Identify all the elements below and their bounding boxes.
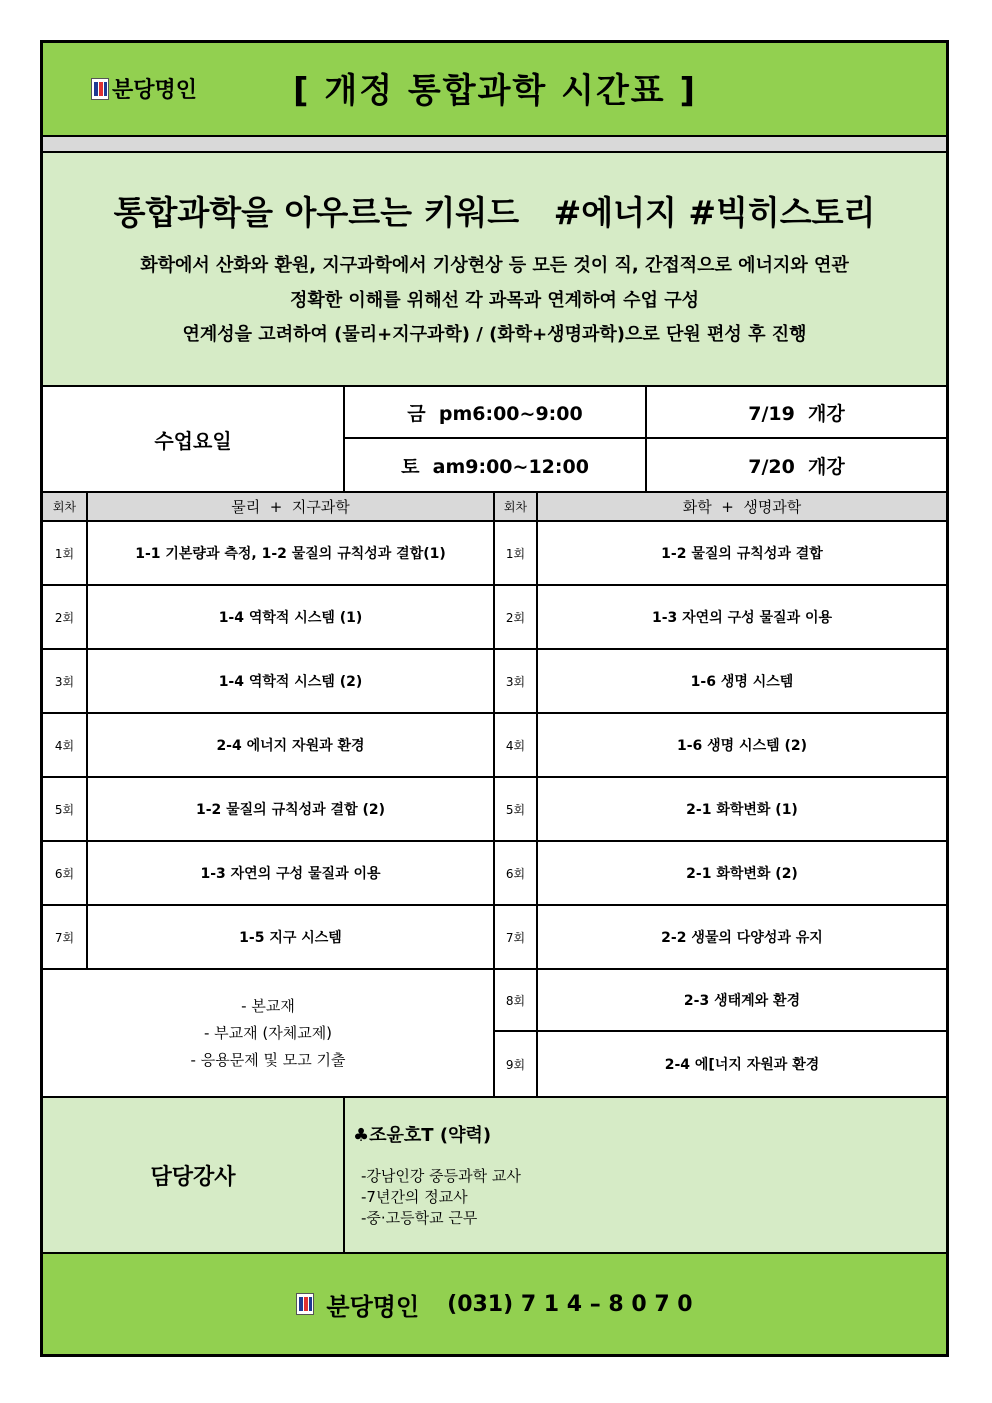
right-row-7-topic: 2-2 생물의 다양성과 유지	[661, 930, 823, 946]
material-item-2: - 부교재 (자체교제)	[203, 1023, 333, 1042]
left-row-5-topic: 1-2 물질의 규칙성과 결합 (2)	[195, 802, 386, 818]
intro-section	[43, 153, 946, 385]
teacher-bio-line-1: -강남인강 중등과학 교사	[361, 1167, 521, 1185]
class-slot-1-time: 금 pm6:00~9:00	[407, 402, 583, 425]
right-row-9-session: 9회	[505, 1057, 526, 1072]
header-brand	[91, 73, 197, 104]
right-row-8-session: 8회	[505, 993, 526, 1008]
left-row-3-topic: 1-4 역학적 시스템 (2)	[218, 674, 363, 690]
footer-contact	[43, 1254, 946, 1354]
intro-headline: 통합과학을 아우르는 키워드 #에너지 #빅히스토리	[113, 193, 876, 232]
right-row-2-topic: 1-3 자연의 구성 물질과 이용	[651, 610, 833, 626]
class-slot-2-start: 7/20 개강	[748, 455, 845, 478]
footer-phone: (031) 7 1 4 – 8 0 7 0	[447, 1291, 693, 1317]
left-session-header: 회차	[52, 500, 77, 514]
right-row-2-session: 2회	[505, 610, 526, 625]
right-row-6-session: 6회	[505, 866, 526, 881]
left-row-4-topic: 2-4 에너지 자원과 환경	[216, 738, 365, 754]
left-row-1-session: 1회	[54, 546, 75, 561]
teacher-bio-line-3: -중·고등학교 근무	[361, 1209, 478, 1227]
intro-line-1: 화학에서 산화와 환원, 지구과학에서 기상현상 등 모든 것이 직, 간접적으로 에너지와 연관	[140, 255, 849, 276]
teacher-label: 담당강사	[150, 1164, 236, 1190]
header-spacer	[43, 137, 946, 151]
brand-logo-icon	[91, 78, 109, 100]
footer-logo-icon	[296, 1293, 314, 1315]
intro-line-2: 정확한 이해를 위해선 각 과목과 연계하여 수업 구성	[289, 290, 699, 311]
timetable-sheet	[40, 40, 949, 1357]
right-row-4-topic: 1-6 생명 시스템 (2)	[676, 738, 808, 754]
brand-name: 분당명인	[112, 78, 198, 103]
intro-line-3: 연계성을 고려하여 (물리+지구과학) / (화학+생명과학)으로 단원 편성 후 진행	[182, 324, 807, 345]
right-row-5-topic: 2-1 화학변화 (1)	[686, 802, 798, 818]
right-row-3-session: 3회	[505, 674, 526, 689]
header-bar	[43, 43, 946, 135]
left-row-7-session: 7회	[54, 930, 75, 945]
right-row-9-topic: 2-4 에[너지 자원과 환경	[664, 1057, 820, 1073]
right-row-7-session: 7회	[505, 930, 526, 945]
left-row-6-topic: 1-3 자연의 구성 물질과 이용	[200, 866, 381, 882]
footer-bar	[43, 1254, 946, 1354]
class-days-label: 수업요일	[154, 428, 232, 453]
teacher-name: ♣조윤호T (약력)	[353, 1125, 492, 1146]
left-row-1-topic: 1-1 기본량과 측정, 1-2 물질의 규칙성과 결합(1)	[135, 546, 446, 562]
right-row-8-topic: 2-3 생태계와 환경	[683, 993, 801, 1009]
left-row-2-topic: 1-4 역학적 시스템 (1)	[218, 610, 363, 626]
teacher-bio-line-2: -7년간의 정교사	[361, 1188, 468, 1206]
left-subject-header: 물리 + 지구과학	[231, 498, 350, 516]
right-row-6-topic: 2-1 화학변화 (2)	[686, 866, 798, 882]
class-slot-1-start: 7/19 개강	[748, 402, 845, 425]
left-row-2-session: 2회	[54, 610, 75, 625]
materials-list	[43, 970, 493, 1096]
left-row-3-session: 3회	[54, 674, 75, 689]
left-row-7-topic: 1-5 지구 시스템	[239, 930, 342, 946]
page-title: [ 개정 통합과학 시간표 ]	[293, 71, 698, 111]
right-row-5-session: 5회	[505, 802, 526, 817]
right-row-1-session: 1회	[505, 546, 526, 561]
right-row-4-session: 4회	[505, 738, 526, 753]
right-session-header: 회차	[503, 500, 528, 514]
left-row-4-session: 4회	[54, 738, 75, 753]
right-row-1-topic: 1-2 물질의 규칙성과 결합	[661, 546, 823, 562]
footer-brand: 분당명인	[326, 1292, 420, 1321]
material-item-3: - 응용문제 및 모고 기출	[190, 1050, 346, 1069]
left-row-5-session: 5회	[54, 802, 75, 817]
class-slot-2-time: 토 am9:00~12:00	[401, 455, 589, 478]
right-subject-header: 화학 + 생명과학	[682, 498, 802, 516]
teacher-bio	[361, 1166, 521, 1229]
right-row-3-topic: 1-6 생명 시스템	[690, 674, 794, 690]
left-row-6-session: 6회	[54, 866, 75, 881]
material-item-1: - 본교재	[241, 996, 295, 1015]
